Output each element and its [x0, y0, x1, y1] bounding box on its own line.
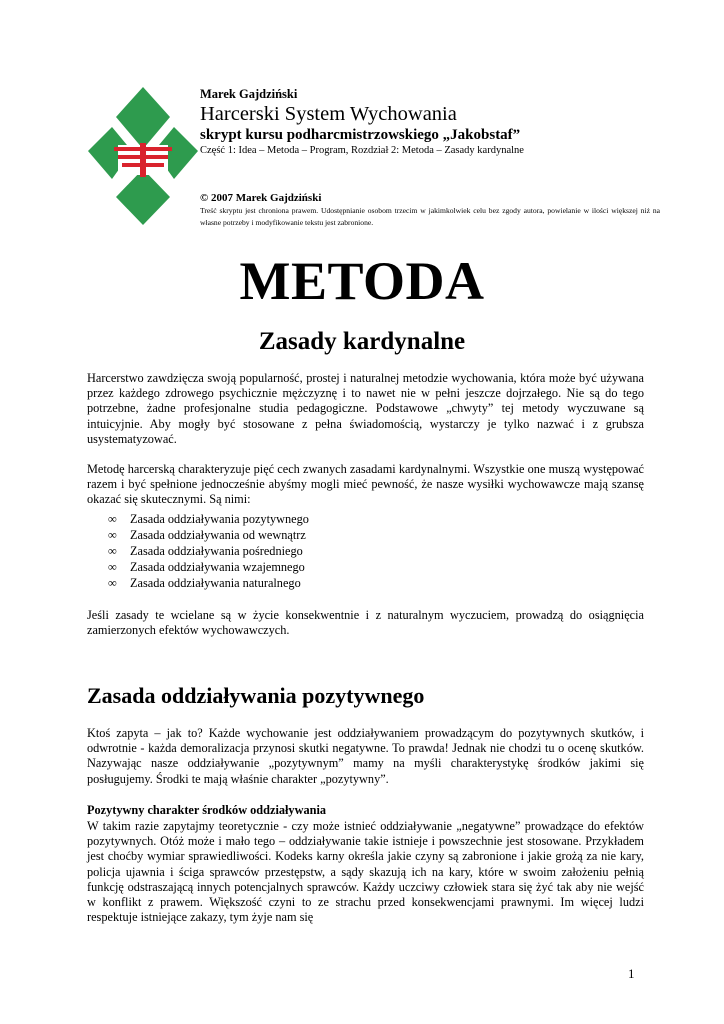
copyright-line: © 2007 Marek Gajdziński [200, 192, 322, 204]
script-subtitle: skrypt kursu podharcmistrzowskiego „Jakobstaf” [200, 127, 521, 143]
list-item [108, 543, 608, 559]
list-item-label: Zasada oddziaływania od wewnątrz [130, 528, 306, 542]
series-title: Harcerski System Wychowania [200, 103, 457, 125]
infinity-bullet-icon: ∞ [108, 560, 117, 574]
principles-list [108, 511, 608, 591]
intro-paragraph: Harcerstwo zawdzięcza swoją popularność, prostej i naturalnej metodzie wychowania, która może być używana przez każdego zdrowego psychicznie mężczyznę i to nawet nie w pełni jeszcze dojrzałego. Nie są do tego potrzebne, żadne profesjonalne studia pedagogiczne. Podstawowe „chwyty” tej metody wyczuwane są intuicyjnie. Aby mogły być stosowane z pełna świadomością, wystarczy je tylko nazwać i z grubsza usystematyzować. [87, 371, 644, 446]
infinity-bullet-icon: ∞ [108, 544, 117, 558]
author-name: Marek Gajdziński [200, 87, 298, 101]
list-item-label: Zasada oddziaływania pozytywnego [130, 512, 309, 526]
list-item-label: Zasada oddziaływania wzajemnego [130, 560, 305, 574]
copyright-note: Treść skryptu jest chroniona prawem. Udostępnianie osobom trzecim w jakimkolwiek celu bez zgody autora, powielanie w ilości większej niż na własne potrzeby i modyfikowanie tekstu jest zabronione. [200, 206, 660, 227]
subsection-heading: Zasada oddziaływania pozytywnego [87, 683, 425, 708]
part-chapter-line: Część 1: Idea – Metoda – Program, Rozdział 2: Metoda – Zasady kardynalne [200, 145, 524, 156]
infinity-bullet-icon: ∞ [108, 528, 117, 542]
infinity-bullet-icon: ∞ [108, 576, 117, 590]
document-header [200, 86, 660, 158]
list-item [108, 511, 608, 527]
principles-intro-paragraph: Metodę harcerską charakteryzuje pięć cech zwanych zasadami kardynalnymi. Wszystkie one muszą występować razem i być spełnione jednocześnie abyśmy mogli mieć pewność, że nasze wysiłki wychowawcze mają szansę okazać się skutecznymi. Są nimi: [87, 462, 644, 507]
subsubsection-heading: Pozytywny charakter środków oddziaływania [87, 803, 327, 817]
scout-lily-logo [88, 87, 198, 225]
negative-influence-paragraph: W takim razie zapytajmy teoretycznie - czy może istnieć oddziaływanie „negatywne” prowadzące do efektów pozytywnych. Otóż może i mało tego – oddziaływanie takie istnieje i powszechnie jest stosowane. Przykładem jest choćby wymiar sprawiedliwości. Kodeks karny określa jakie czyny są zabronione i jakie grożą za nie kary, policja ujawnia i ściga sprawców przestępstw, a sądy skazują ich na kary, które w swoim założeniu pełnią funkcję odstraszającą innych potencjalnych sprawców. Każdy uczciwy człowiek stara się żyć tak aby nie wejść w konflikt z prawem. Większość czyni to ze strachu przed konsekwencjami prawnymi. Im więcej ludzi respektuje istniejące zakazy, tym żyje nam się [87, 819, 644, 925]
logo-top-diamond [116, 87, 170, 149]
positive-influence-paragraph: Ktoś zapyta – jak to? Każde wychowanie jest oddziaływaniem prowadzącym do pozytywnych skutków, i odwrotnie - każda demoralizacja przynosi skutki negatywne. To prawda! Jednak nie chodzi tu o ocenę skutków. Nazywając nasze oddziaływanie „pozytywnym” mamy na myśli charakterystykę środków jakimi się posługujemy. Środki te mają właśnie charakter „pozytywny”. [87, 726, 644, 786]
conclusion-paragraph: Jeśli zasady te wcielane są w życie konsekwentnie i z naturalnym wyczuciem, prowadzą do osiągnięcia zamierzonych efektów wychowawczych. [87, 608, 644, 638]
logo-bottom-diamond [116, 169, 170, 225]
page-number: 1 [628, 966, 635, 981]
list-item-label: Zasada oddziaływania naturalnego [130, 576, 301, 590]
infinity-bullet-icon: ∞ [108, 512, 117, 526]
list-item [108, 559, 608, 575]
main-title: METODA [239, 251, 485, 311]
logo-red-stem [140, 143, 146, 177]
section-title: Zasady kardynalne [258, 328, 466, 355]
list-item [108, 527, 608, 543]
list-item-label: Zasada oddziaływania pośredniego [130, 544, 303, 558]
copyright-block [200, 191, 660, 229]
list-item [108, 575, 608, 591]
